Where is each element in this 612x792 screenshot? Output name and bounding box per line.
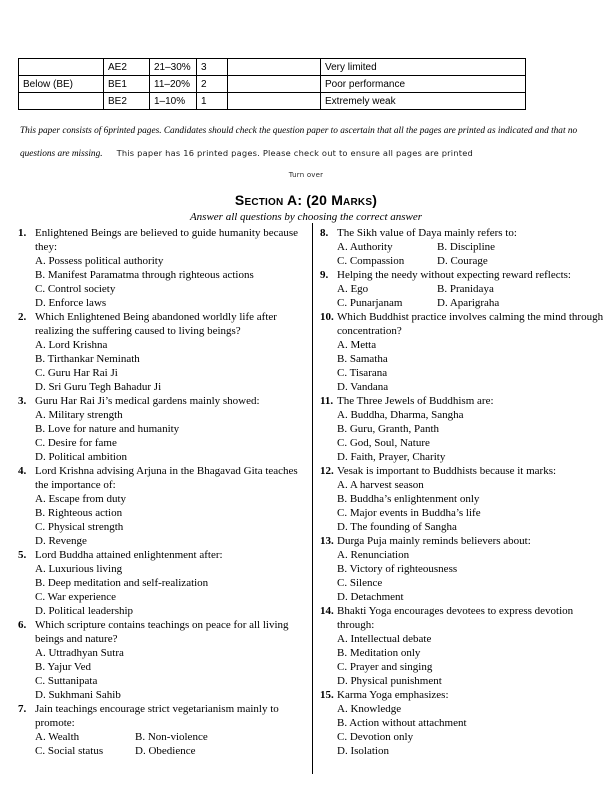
option-item: C. Tisarana [337, 367, 388, 379]
option-item: B. Buddha’s enlightenment only [337, 493, 480, 505]
question-body [35, 618, 306, 702]
question-options [35, 338, 306, 394]
question-text: Bhakti Yoga encourages devotees to express devotion through: [337, 605, 574, 631]
option-item: A. Metta [337, 339, 377, 351]
table-cell: 2 [197, 76, 228, 93]
option-item: A. A harvest season [337, 479, 424, 491]
option-item: B. Guru, Granth, Panth [337, 423, 440, 435]
option-item: D. Sukhmani Sahib [35, 689, 121, 701]
option-item: C. Desire for fame [35, 437, 117, 449]
option-item: B. Samatha [337, 353, 388, 365]
question-text: Jain teachings encourage strict vegetarianism mainly to promote: [35, 703, 279, 729]
question-text: Guru Har Rai Ji’s medical gardens mainly showed: [35, 395, 260, 407]
option-item: C. Physical strength [35, 521, 124, 533]
table-cell [228, 76, 321, 93]
option-item: C. Compassion [337, 255, 405, 267]
question-text: Which Buddhist practice involves calming the mind through concentration? [337, 311, 604, 337]
option-item: A. Military strength [35, 409, 123, 421]
question-number: 15. [320, 689, 334, 701]
question-text: Lord Buddha attained enlightenment after: [35, 549, 223, 561]
question-number: 3. [18, 395, 27, 407]
grading-table [18, 58, 526, 110]
option-item: B. Deep meditation and self-realization [35, 577, 209, 589]
table-row [19, 59, 526, 76]
option-item: B. Meditation only [337, 647, 421, 659]
question-number: 13. [320, 535, 334, 547]
table-cell: BE2 [104, 93, 150, 110]
table-cell: 11–20% [150, 76, 197, 93]
question-body [35, 310, 306, 394]
question-item [320, 394, 606, 464]
question-options [337, 282, 606, 310]
question-options [337, 548, 606, 604]
option-item: D. Sri Guru Tegh Bahadur Ji [35, 381, 162, 393]
option-item: B. Yajur Ved [35, 661, 92, 673]
question-options [337, 478, 606, 534]
question-body [337, 226, 606, 268]
option-item: A. Uttradhyan Sutra [35, 647, 124, 659]
option-item: B. Discipline [437, 241, 496, 253]
question-body [337, 310, 606, 394]
option-item: C. Prayer and singing [337, 661, 433, 673]
option-item: B. Action without attachment [337, 717, 467, 729]
section-title: Section A: (20 Marks) [234, 192, 378, 208]
handwritten-note-text: This paper has 16 printed pages. Please check out to ensure all pages are printed [116, 148, 473, 158]
option-item: B. Righteous action [35, 507, 123, 519]
option-item: A. Ego [337, 283, 369, 295]
question-number: 9. [320, 269, 329, 281]
option-item: D. Physical punishment [337, 675, 442, 687]
option-item: B. Love for nature and humanity [35, 423, 180, 435]
question-body [337, 268, 606, 310]
question-options [35, 254, 306, 310]
questions-area [18, 226, 606, 792]
option-item: B. Manifest Paramatma through righteous actions [35, 269, 254, 281]
option-item: C. Punarjanam [337, 297, 403, 309]
grading-table-body [19, 59, 526, 110]
question-item [320, 464, 606, 534]
table-cell [228, 93, 321, 110]
question-options [35, 408, 306, 464]
option-item: C. Suttanipata [35, 675, 98, 687]
question-item [18, 310, 306, 394]
table-cell [19, 59, 104, 76]
option-item: D. Aparigraha [437, 297, 500, 309]
option-item: A. Renunciation [337, 549, 410, 561]
option-item: D. Courage [437, 255, 488, 267]
question-number: 4. [18, 465, 27, 477]
question-number: 14. [320, 605, 334, 617]
question-text: Which Enlightened Being abandoned worldly life after realizing the suffering caused to living beings? [35, 311, 277, 337]
question-item [18, 394, 306, 464]
option-item: A. Authority [337, 241, 393, 253]
question-text: The Three Jewels of Buddhism are: [337, 395, 494, 407]
option-item: A. Luxurious living [35, 563, 123, 575]
question-options [35, 646, 306, 702]
question-body [35, 464, 306, 548]
table-cell: Below (BE) [19, 76, 104, 93]
table-cell: 1–10% [150, 93, 197, 110]
table-cell [228, 59, 321, 76]
question-item [18, 702, 306, 758]
option-item: A. Intellectual debate [337, 633, 432, 645]
table-cell: 1 [197, 93, 228, 110]
question-options [35, 492, 306, 548]
table-cell: AE2 [104, 59, 150, 76]
question-text: Helping the needy without expecting reward reflects: [337, 269, 571, 281]
option-item: A. Lord Krishna [35, 339, 108, 351]
questions-col-left [18, 226, 312, 792]
option-item: A. Possess political authority [35, 255, 164, 267]
question-item [320, 226, 606, 268]
question-item [18, 226, 306, 310]
table-cell [19, 93, 104, 110]
question-number: 12. [320, 465, 334, 477]
question-body [337, 394, 606, 464]
question-options [337, 408, 606, 464]
question-item [18, 548, 306, 618]
table-row [19, 93, 526, 110]
option-item: C. Silence [337, 577, 383, 589]
option-item: C. Control society [35, 283, 116, 295]
question-number: 11. [320, 395, 334, 407]
option-item: D. Isolation [337, 745, 389, 757]
option-item: D. Political ambition [35, 451, 127, 463]
printing-notice [20, 120, 594, 165]
option-item: D. Enforce laws [35, 297, 107, 309]
question-text: Vesak is important to Buddhists because it marks: [337, 465, 557, 477]
option-item: C. Devotion only [337, 731, 414, 743]
question-item [320, 310, 606, 394]
table-cell: BE1 [104, 76, 150, 93]
question-options [337, 338, 606, 394]
option-item: C. God, Soul, Nature [337, 437, 430, 449]
question-options [35, 730, 306, 758]
question-body [35, 394, 306, 464]
question-item [320, 268, 606, 310]
question-body [35, 548, 306, 618]
option-item: C. War experience [35, 591, 117, 603]
question-body [337, 534, 606, 604]
question-text: Lord Krishna advising Arjuna in the Bhagavad Gita teaches the importance of: [35, 465, 298, 491]
question-number: 7. [18, 703, 27, 715]
question-number: 6. [18, 619, 27, 631]
option-item: D. Detachment [337, 591, 404, 603]
question-item [320, 688, 606, 758]
option-item: B. Pranidaya [437, 283, 494, 295]
question-item [320, 534, 606, 604]
printed-note-text: This paper consists of 6printed pages. Candidates should check the question paper to ascertain that all the pages are printed as indicated and that no questions are missing. [20, 126, 578, 159]
question-item [18, 618, 306, 702]
table-cell: 3 [197, 59, 228, 76]
question-body [337, 464, 606, 534]
question-body [337, 688, 606, 758]
question-number: 2. [18, 311, 27, 323]
question-text: The Sikh value of Daya mainly refers to: [337, 227, 517, 239]
option-item: B. Non-violence [135, 731, 208, 743]
question-options [337, 632, 606, 688]
option-item: A. Buddha, Dharma, Sangha [337, 409, 464, 421]
option-item: C. Guru Har Rai Ji [35, 367, 118, 379]
question-options [35, 562, 306, 618]
question-number: 8. [320, 227, 329, 239]
option-item: C. Major events in Buddha’s life [337, 507, 481, 519]
question-number: 10. [320, 311, 334, 323]
table-cell: Very limited [321, 59, 526, 76]
option-item: D. Political leadership [35, 605, 134, 617]
question-body [35, 226, 306, 310]
option-item: D. Faith, Prayer, Charity [337, 451, 446, 463]
question-text: Karma Yoga emphasizes: [337, 689, 449, 701]
question-text: Which scripture contains teachings on peace for all living beings and nature? [35, 619, 289, 645]
option-item: D. The founding of Sangha [337, 521, 457, 533]
question-options [337, 702, 606, 758]
question-item [320, 604, 606, 688]
table-cell: Extremely weak [321, 93, 526, 110]
option-item: B. Victory of righteousness [337, 563, 458, 575]
question-item [18, 464, 306, 548]
option-item: D. Revenge [35, 535, 87, 547]
option-item: A. Wealth [35, 731, 80, 743]
option-item: D. Vandana [337, 381, 389, 393]
option-item: B. Tirthankar Neminath [35, 353, 140, 365]
question-options [337, 240, 606, 268]
option-item: C. Social status [35, 745, 104, 757]
table-cell: Poor performance [321, 76, 526, 93]
section-subtitle: Answer all questions by choosing the correct answer [189, 211, 423, 223]
questions-col-right [313, 226, 606, 792]
option-item: D. Obedience [135, 745, 196, 757]
table-cell: 21–30% [150, 59, 197, 76]
question-body [35, 702, 306, 758]
question-body [337, 604, 606, 688]
question-number: 5. [18, 549, 27, 561]
question-text: Durga Puja mainly reminds believers about: [337, 535, 531, 547]
turn-over-label: Turn over [288, 171, 324, 179]
question-text: Enlightened Beings are believed to guide humanity because they: [35, 227, 299, 253]
option-item: A. Escape from duty [35, 493, 127, 505]
table-row [19, 76, 526, 93]
question-number: 1. [18, 227, 27, 239]
option-item: A. Knowledge [337, 703, 402, 715]
